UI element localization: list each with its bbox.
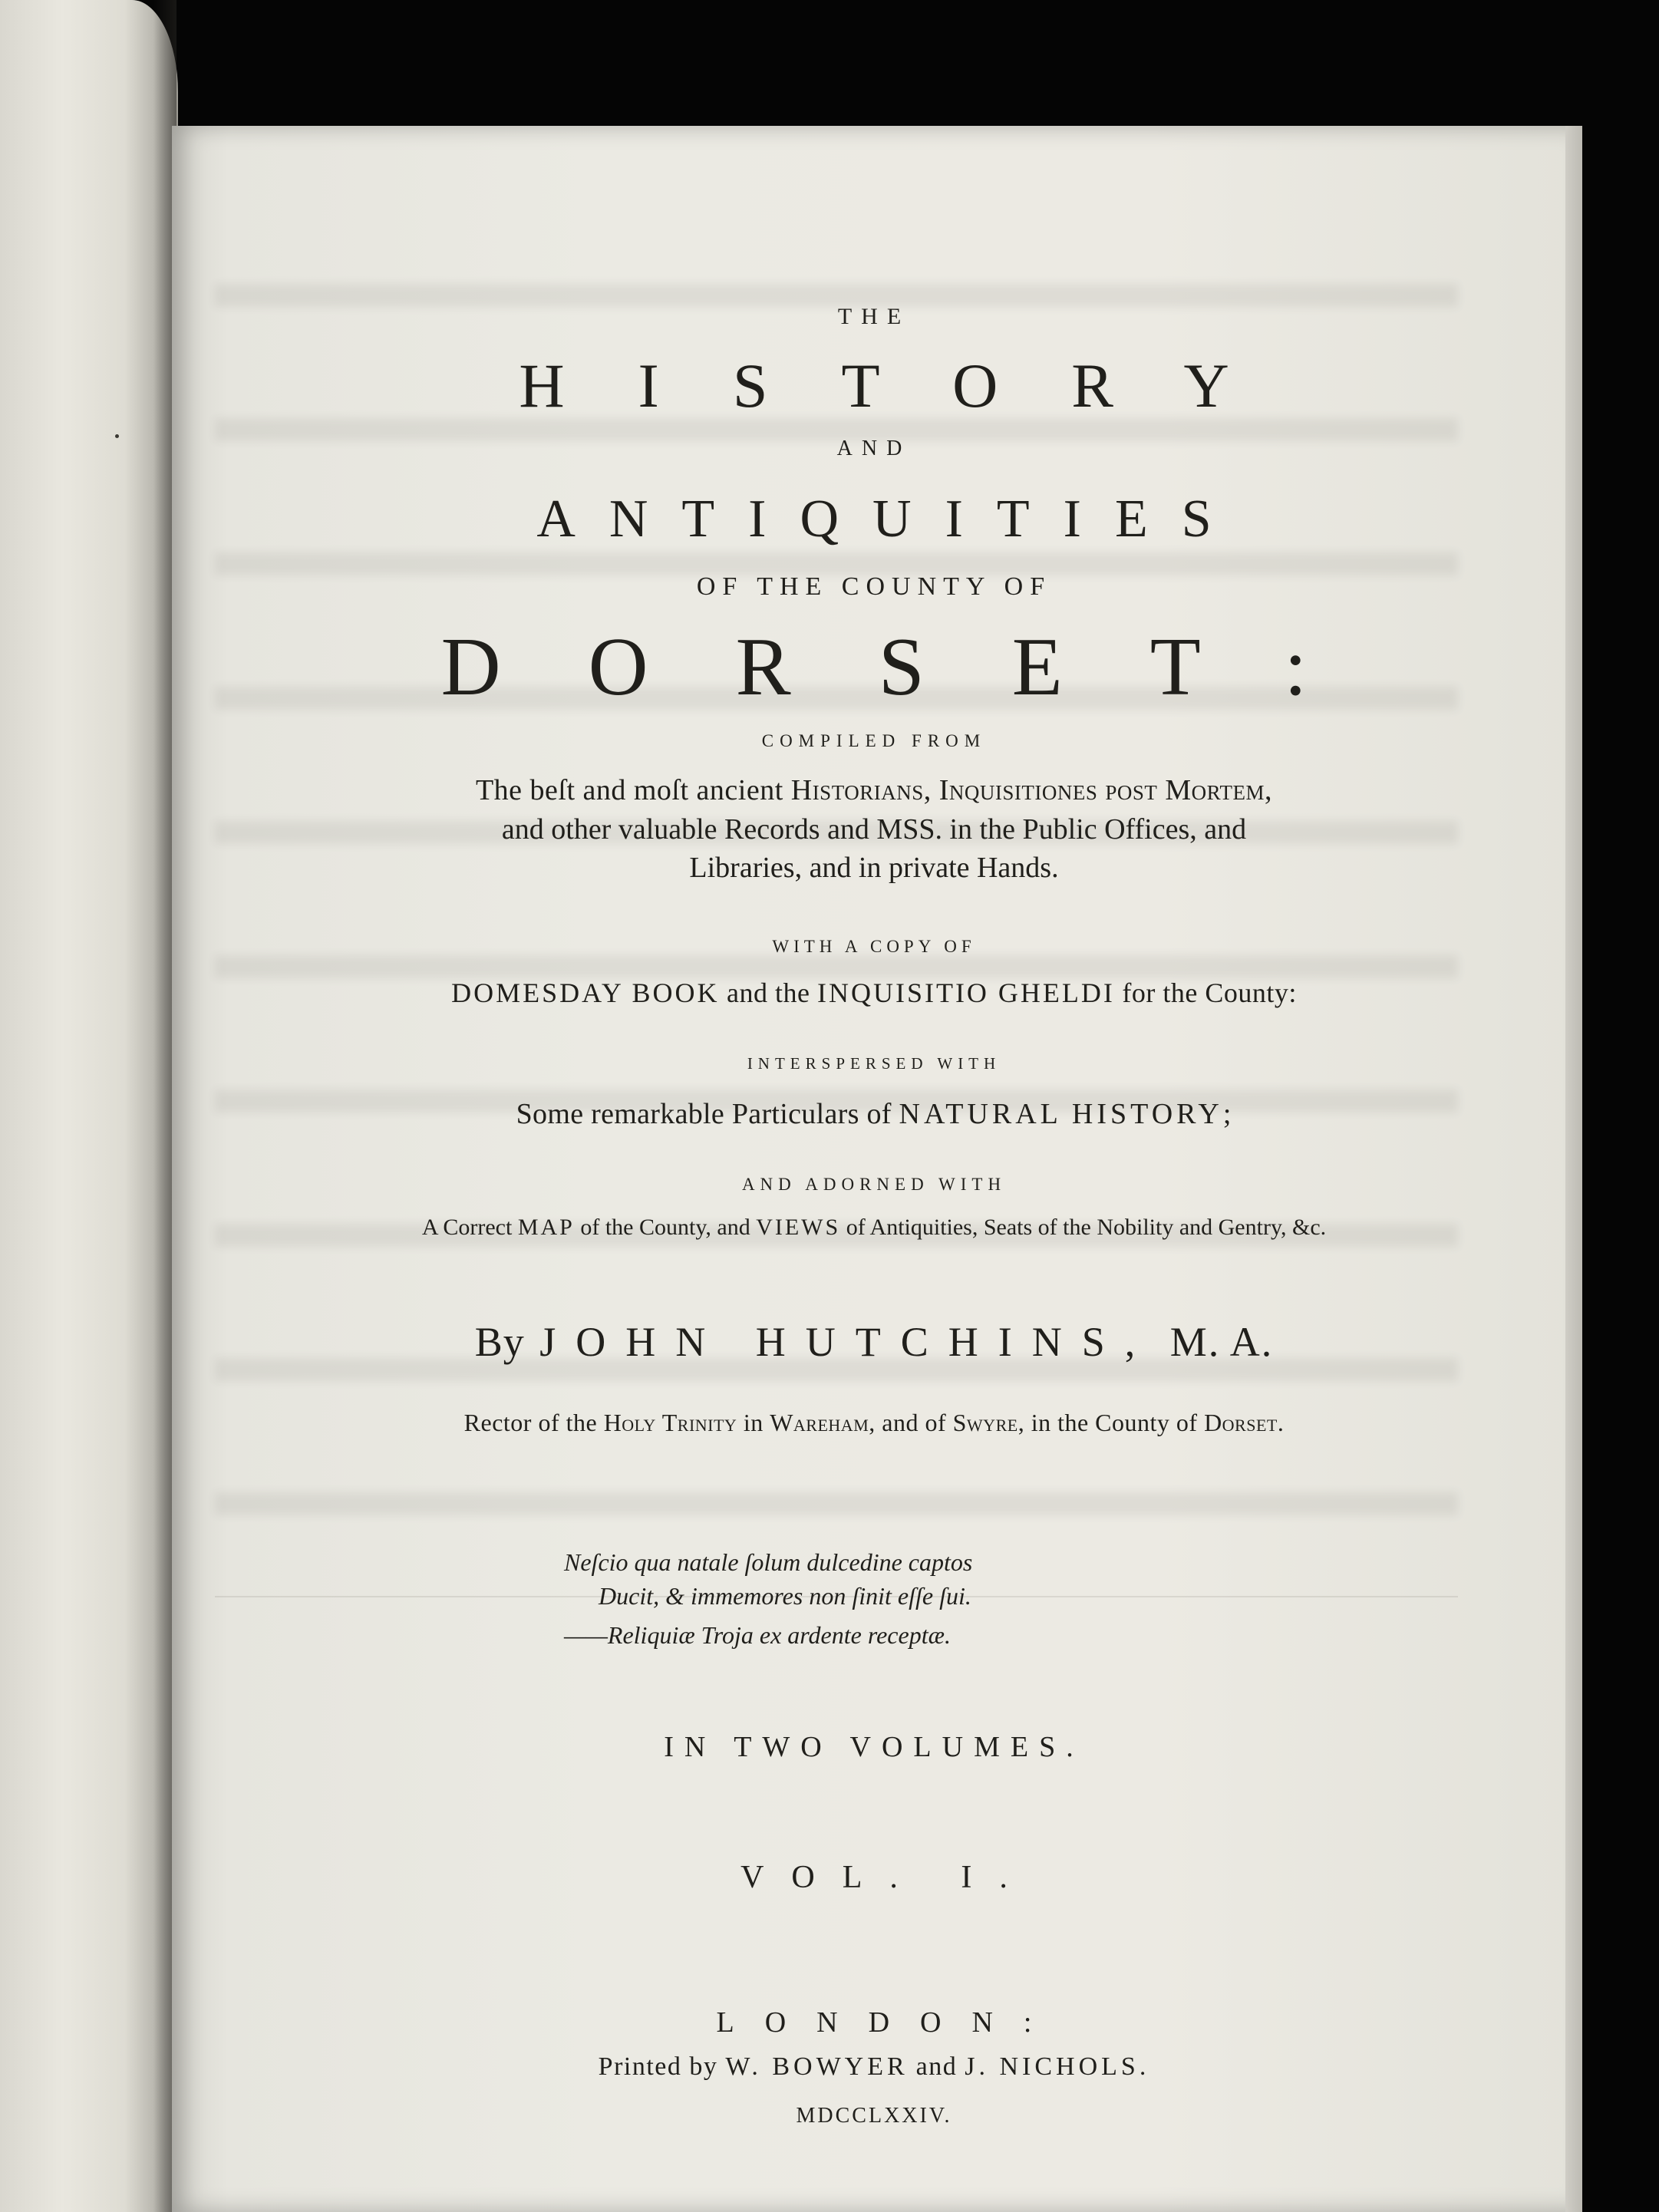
printed-by-line xyxy=(172,2054,1576,2080)
rector-a: Rector of the xyxy=(463,1409,604,1436)
map-a: A Correct xyxy=(421,1215,518,1240)
motto-line-1: Neſcio qua natale ſolum dulcedine captos xyxy=(564,1548,973,1576)
with-a-copy-of: WITH A COPY OF xyxy=(772,937,976,956)
particulars-text: Some remarkable Particulars of xyxy=(516,1098,899,1130)
rector-g: , in the County of xyxy=(1017,1409,1205,1436)
left-page xyxy=(0,0,178,2212)
printer-bowyer: W. BOWYER xyxy=(725,2052,909,2081)
and-adorned-with: AND ADORNED WITH xyxy=(741,1175,1007,1194)
swyre: Swyre xyxy=(952,1409,1018,1436)
domesday-book: DOMESDAY BOOK xyxy=(451,977,720,1008)
domesday-line xyxy=(172,979,1576,1007)
compiled-from: COMPILED FROM xyxy=(761,731,987,750)
word-the: THE xyxy=(837,304,911,329)
domesday-and: and the xyxy=(719,977,817,1008)
rector-e: , and of xyxy=(869,1409,953,1436)
map-e: of Antiquities, Seats of the Nobility and Gentry, &c. xyxy=(840,1215,1327,1240)
rector-line xyxy=(172,1410,1576,1435)
wareham: Wareham xyxy=(770,1409,869,1436)
author-line xyxy=(172,1321,1576,1363)
author-name: JOHN HUTCHINS, xyxy=(539,1319,1156,1365)
map-word: MAP xyxy=(517,1215,575,1240)
printed-and: and xyxy=(908,2052,965,2081)
word-history: HISTORY xyxy=(519,351,1303,420)
natural-history-semicolon: ; xyxy=(1222,1098,1232,1130)
sources-comma: , xyxy=(923,774,939,806)
map-c: of the County, and xyxy=(574,1215,757,1240)
word-and: AND xyxy=(836,437,912,460)
motto-line-2: Ducit, & immemores non ſinit eſſe ſui. xyxy=(599,1582,971,1610)
in-two-volumes: IN TWO VOLUMES. xyxy=(664,1731,1084,1763)
sources-line-2: and other valuable Records and MSS. in the Public Offices, and xyxy=(501,813,1247,846)
rector-i: . xyxy=(1277,1409,1285,1436)
printed-by: Printed by xyxy=(598,2052,726,2081)
volume-number: VOL. I. xyxy=(740,1860,1035,1895)
word-dorset: DORSET: xyxy=(440,621,1395,713)
rector-c: in xyxy=(737,1409,770,1436)
holy-trinity: Holy Trinity xyxy=(603,1409,737,1436)
motto-line-3: ——Reliquiæ Troja ex ardente receptæ. xyxy=(564,1621,951,1649)
sources-text: The beſt and moſt ancient xyxy=(475,774,791,806)
sources-comma-end: , xyxy=(1265,774,1273,806)
imprint-london: LONDON: xyxy=(716,2006,1063,2039)
of-the-county-of: OF THE COUNTY OF xyxy=(696,572,1052,601)
sources-line-3: Libraries, and in private Hands. xyxy=(689,852,1059,884)
for-the-county: for the County: xyxy=(1114,977,1297,1008)
imprint-date: MDCCLXXIV. xyxy=(796,2104,952,2128)
dust-speck xyxy=(115,434,119,438)
inquisitio-gheldi: INQUISITIO GHELDI xyxy=(816,977,1115,1008)
inquisitiones-text: Inquisitiones post Mortem xyxy=(938,774,1265,806)
historians-text: Historians xyxy=(790,774,924,806)
printer-nichols: J. NICHOLS. xyxy=(965,2052,1150,2081)
author-by: By xyxy=(474,1319,525,1365)
interspersed-with: INTERSPERSED WITH xyxy=(747,1054,1001,1073)
natural-history: NATURAL HISTORY xyxy=(899,1098,1223,1130)
sources-line-1 xyxy=(172,776,1576,805)
author-degree: M. A. xyxy=(1169,1319,1274,1365)
word-antiquities: ANTIQUITIES xyxy=(536,490,1245,549)
natural-history-line xyxy=(172,1099,1576,1129)
map-line xyxy=(172,1216,1576,1239)
views-word: VIEWS xyxy=(756,1215,841,1240)
dorset-county: Dorset xyxy=(1204,1409,1278,1436)
